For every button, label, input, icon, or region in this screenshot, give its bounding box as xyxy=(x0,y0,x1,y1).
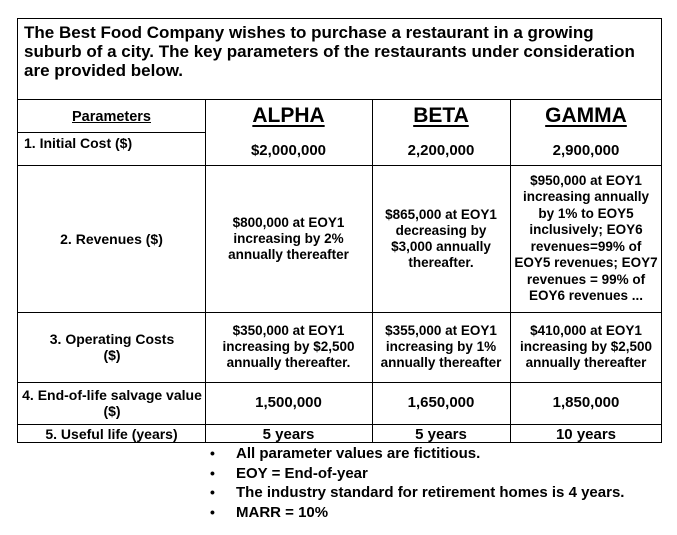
header-beta: BETA xyxy=(413,104,469,127)
gamma-initial-cost: 2,900,000 xyxy=(552,142,620,159)
alpha-initial-cost: $2,000,000 xyxy=(250,142,327,159)
beta-useful-life: 5 years xyxy=(415,425,467,443)
header-gamma: GAMMA xyxy=(545,104,627,127)
note-item: • MARR = 10% xyxy=(206,503,624,523)
beta-initial-cost: 2,200,000 xyxy=(407,142,475,159)
param-salvage-value: 4. End-of-life salvage value ($) xyxy=(22,387,202,419)
param-initial-cost: 1. Initial Cost ($) xyxy=(24,135,133,151)
param-useful-life: 5. Useful life (years) xyxy=(45,425,178,442)
beta-revenues: $865,000 at EOY1 decreasing by $3,000 annually thereafter. xyxy=(385,206,497,270)
note-item: • EOY = End-of-year xyxy=(206,464,624,484)
alpha-revenues: $800,000 at EOY1 increasing by 2% annually thereafter xyxy=(228,214,349,262)
note-item: • All parameter values are fictitious. xyxy=(206,444,624,464)
rule-intro xyxy=(18,99,661,100)
beta-salvage-value: 1,650,000 xyxy=(407,394,475,411)
header-alpha: ALPHA xyxy=(252,104,325,127)
notes-list xyxy=(206,444,624,522)
beta-operating-costs: $355,000 at EOY1 increasing by 1% annually thereafter xyxy=(380,323,502,370)
note-item: • The industry standard for retirement homes is 4 years. xyxy=(206,483,624,503)
gamma-operating-costs: $410,000 at EOY1 increasing by $2,500 annually thereafter xyxy=(519,323,653,370)
alpha-salvage-value: 1,500,000 xyxy=(255,394,322,411)
problem-table-frame xyxy=(17,18,662,443)
header-parameters: Parameters xyxy=(72,109,151,125)
gamma-salvage-value: 1,850,000 xyxy=(552,394,620,411)
gamma-revenues: $950,000 at EOY1 increasing annually by 1% to EOY5 inclusively; EOY6 revenues=99% of EOY5 revenues; EOY7 revenues = 99% of EOY6 revenues ... xyxy=(514,172,658,303)
param-revenues: 2. Revenues ($) xyxy=(60,230,163,247)
gamma-useful-life: 10 years xyxy=(555,425,617,443)
alpha-operating-costs: $350,000 at EOY1 increasing by $2,500 annually thereafter. xyxy=(222,323,355,370)
intro-paragraph: The Best Food Company wishes to purchase a restaurant in a growing suburb of a city. The key parameters of the restaurants under consideration are provided below. xyxy=(24,23,635,80)
param-operating-costs: 3. Operating Costs ($) xyxy=(49,331,175,363)
alpha-useful-life: 5 years xyxy=(262,425,315,443)
